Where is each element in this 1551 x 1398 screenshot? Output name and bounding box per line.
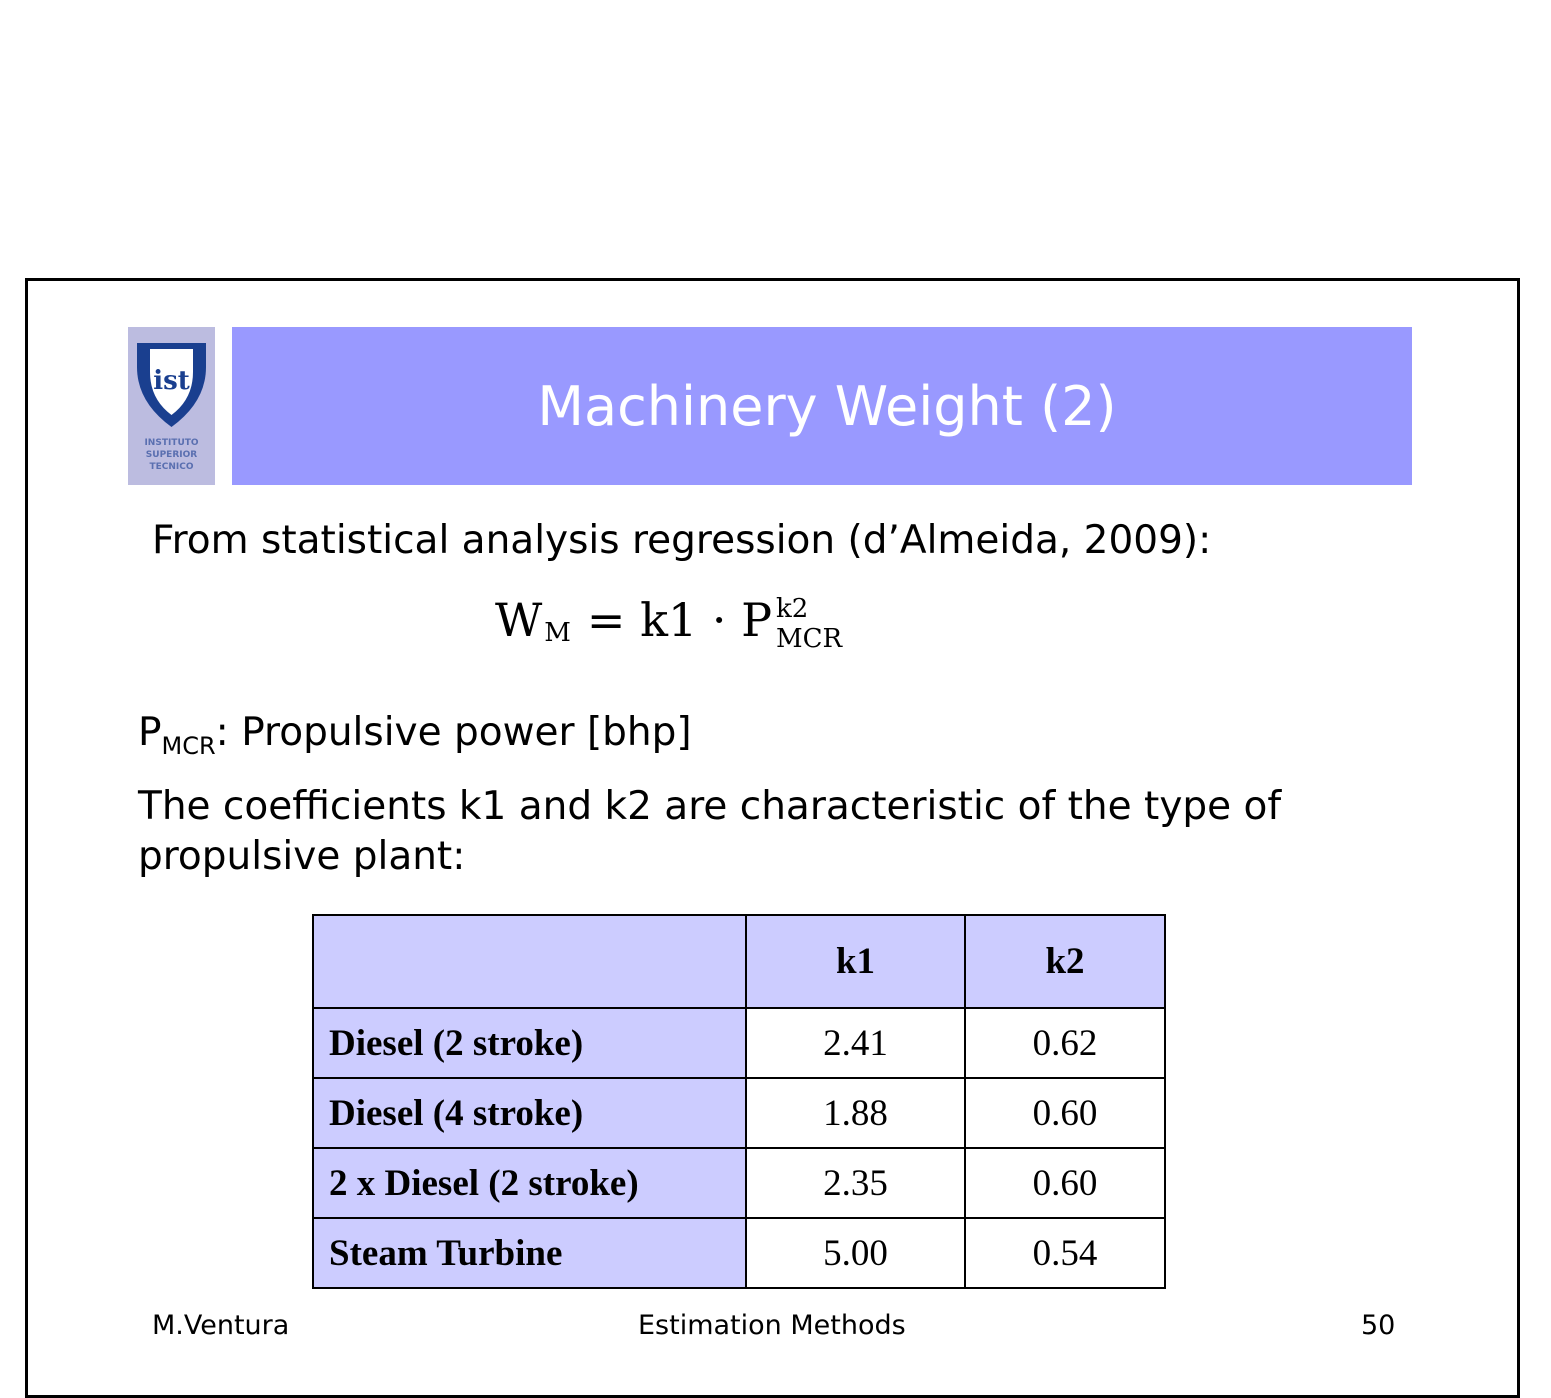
slide-title: Machinery Weight (2) (537, 374, 1117, 438)
svg-text:TECNICO: TECNICO (149, 462, 194, 472)
footer-course: Estimation Methods (638, 1310, 906, 1341)
svg-text:INSTITUTO: INSTITUTO (144, 438, 199, 448)
intro-text: From statistical analysis regression (d’Almeida, 2009): (152, 518, 1212, 563)
pmcr-definition (138, 708, 692, 758)
svg-text:SUPERIOR: SUPERIOR (145, 450, 198, 460)
table-row (313, 1078, 1165, 1148)
pmcr-sub: MCR (161, 731, 216, 760)
k1-cell: 2.35 (746, 1148, 965, 1218)
coefficients-text: The coefficients k1 and k2 are characteristic of the type of propulsive plant: (138, 784, 1282, 879)
formula (495, 592, 843, 654)
k2-cell: 0.54 (965, 1218, 1165, 1288)
k1-cell: 2.41 (746, 1008, 965, 1078)
table-row (313, 1148, 1165, 1218)
pmcr-symbol: P (138, 710, 162, 755)
row-label: 2 x Diesel (2 stroke) (313, 1148, 746, 1218)
header-cell-type (313, 915, 746, 1008)
k2-cell: 0.62 (965, 1008, 1165, 1078)
pmcr-text: : Propulsive power [bhp] (215, 710, 692, 755)
footer-author: M.Ventura (152, 1310, 290, 1341)
svg-text:ist: ist (153, 366, 190, 396)
row-label: Diesel (4 stroke) (313, 1078, 746, 1148)
title-bar (232, 327, 1412, 485)
footer-page-number: 50 (1361, 1310, 1396, 1341)
table-row (313, 1008, 1165, 1078)
coefficients-table (312, 914, 1166, 1289)
k2-cell: 0.60 (965, 1148, 1165, 1218)
formula-p-sub: MCR (776, 624, 843, 654)
formula-lhs: W (495, 593, 543, 647)
k2-cell: 0.60 (965, 1078, 1165, 1148)
table-row (313, 1218, 1165, 1288)
formula-p-sup: k2 (776, 594, 809, 624)
table-header-row (313, 915, 1165, 1008)
k1-cell: 5.00 (746, 1218, 965, 1288)
formula-lhs-sub: M (544, 618, 571, 648)
k1-cell: 1.88 (746, 1078, 965, 1148)
formula-rhs: = k1 · P (586, 593, 773, 647)
ist-logo (128, 327, 215, 485)
row-label: Diesel (2 stroke) (313, 1008, 746, 1078)
formula-exponent (776, 594, 842, 654)
header-cell-k2: k2 (965, 915, 1165, 1008)
row-label: Steam Turbine (313, 1218, 746, 1288)
header-cell-k1: k1 (746, 915, 965, 1008)
